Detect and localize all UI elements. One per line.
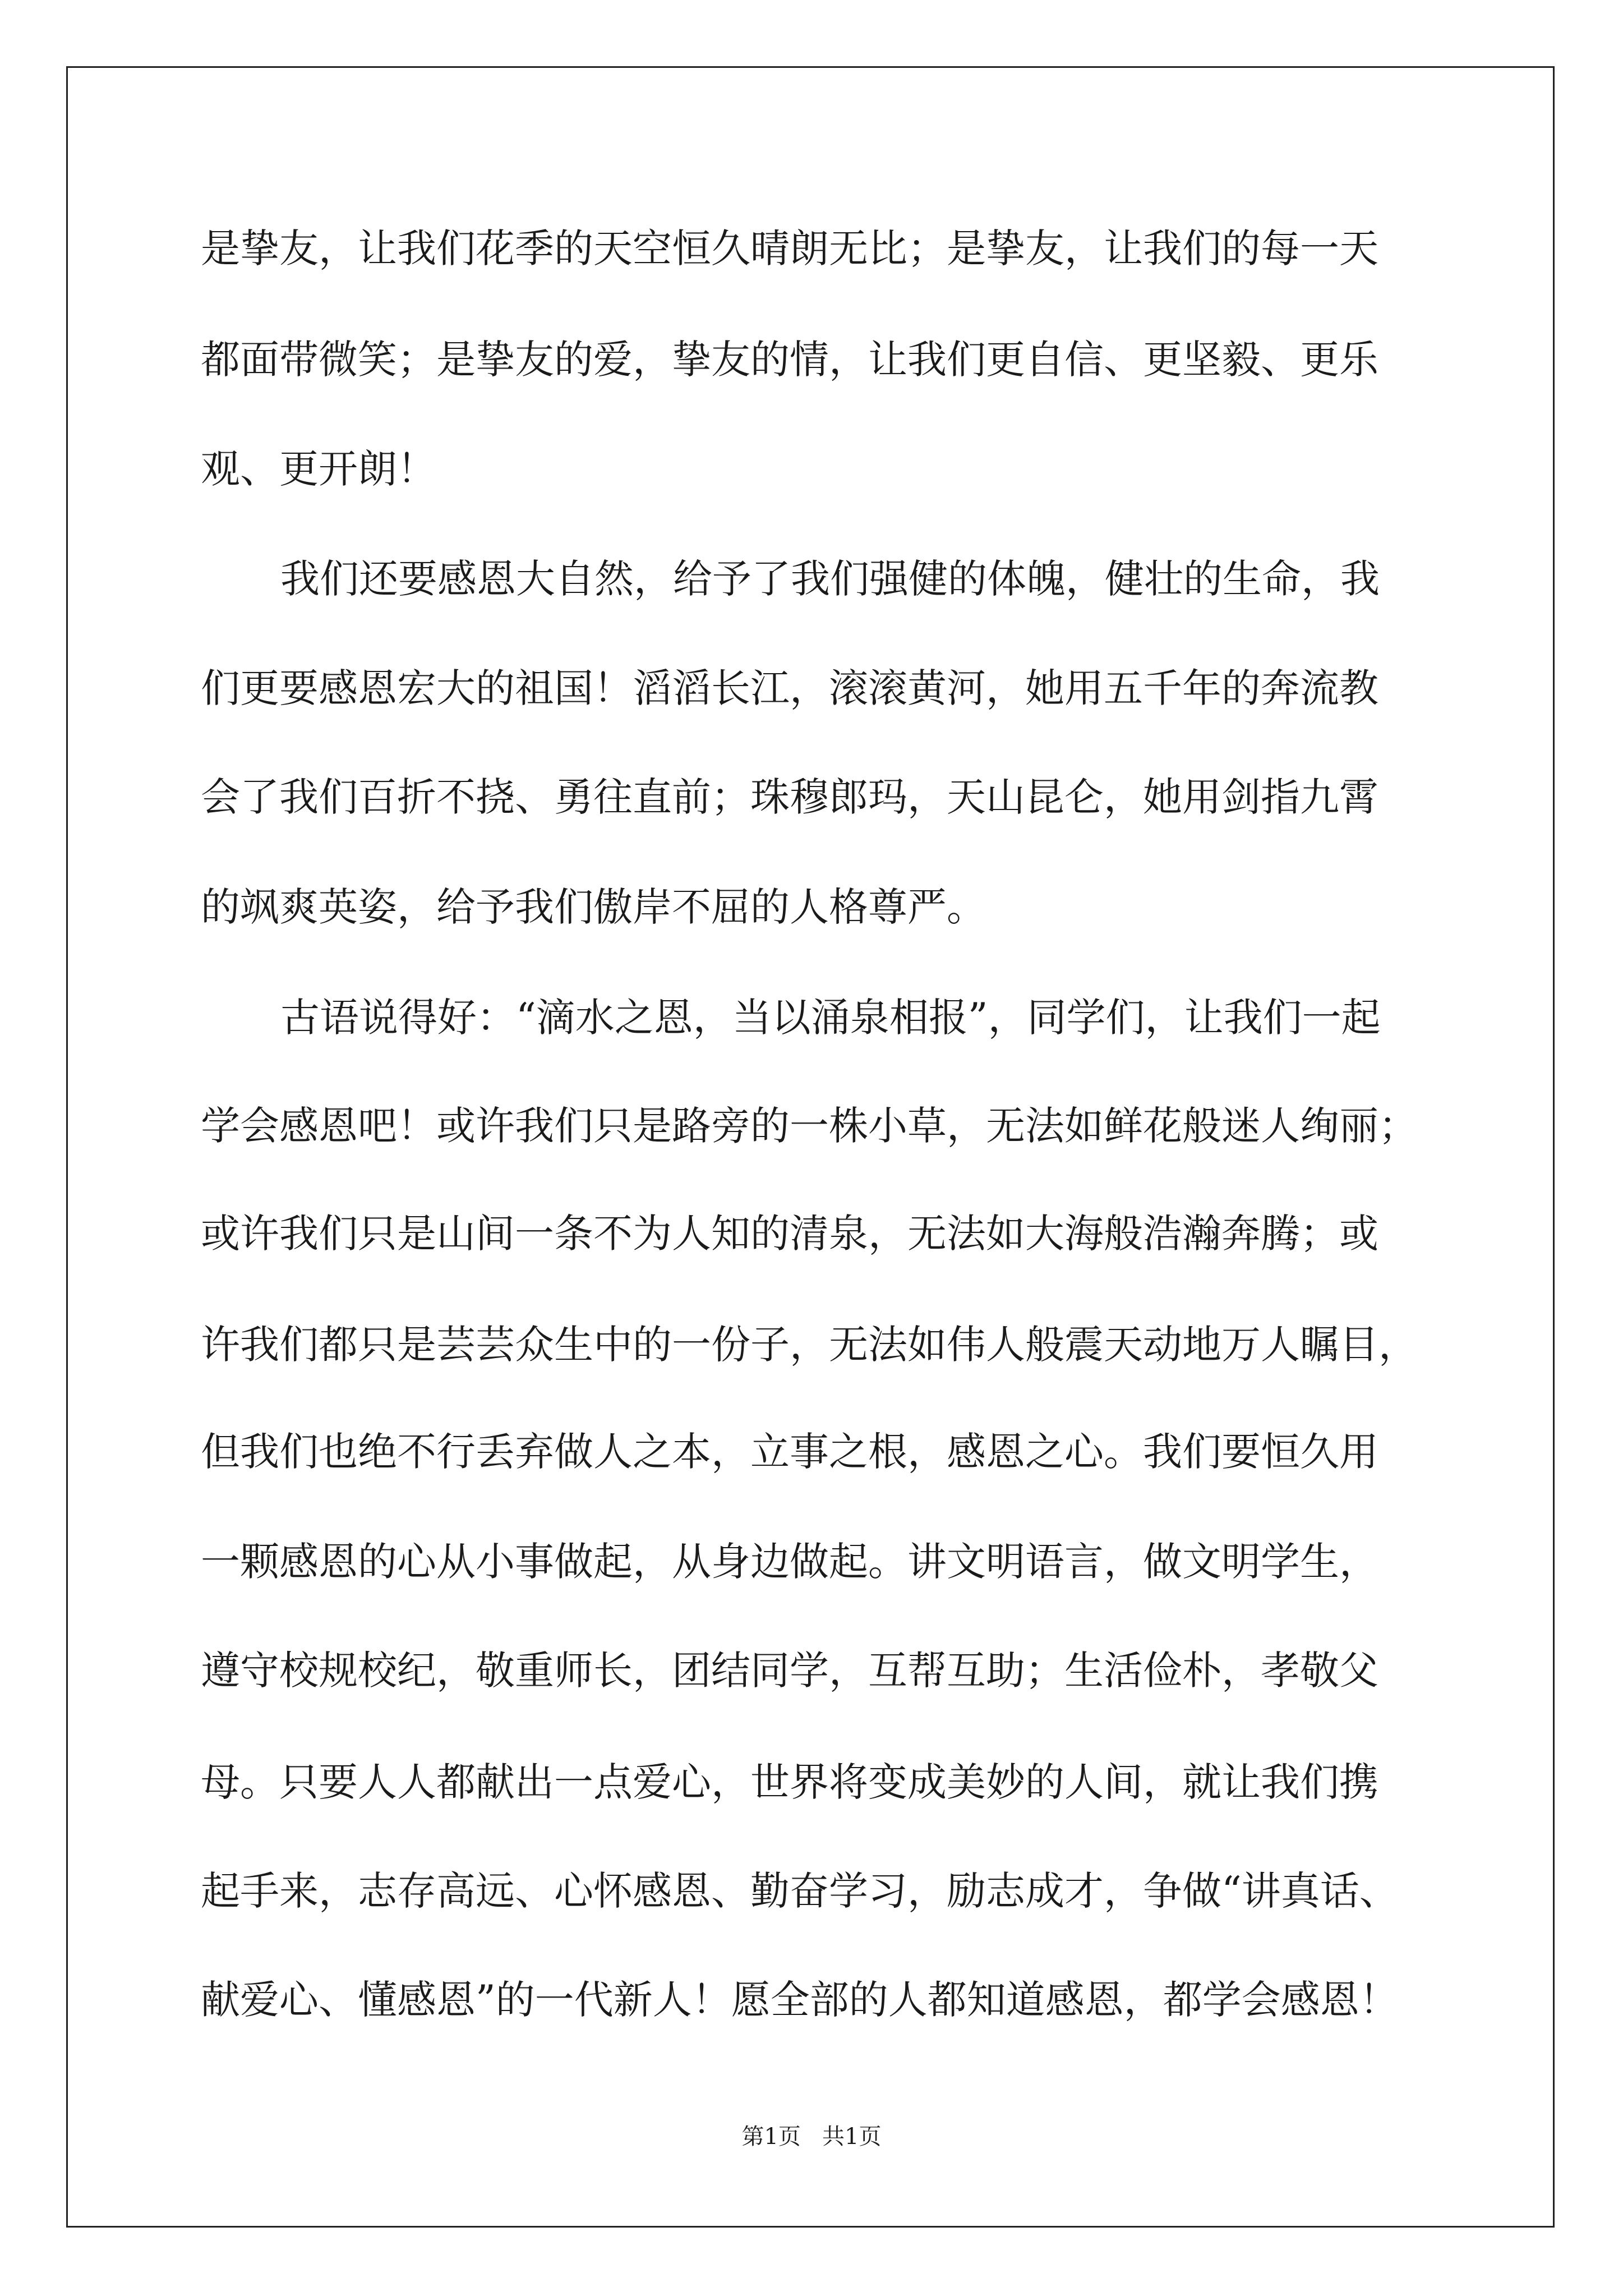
text-line: 但我们也绝不行丢弃做人之本，立事之根，感恩之心。我们要恒久用 xyxy=(201,1429,1378,1475)
text-line: 的飒爽英姿，给予我们傲岸不屈的人格尊严。 xyxy=(201,884,986,930)
text-line: 起手来，志存高远、心怀感恩、勤奋学习，励志成才，争做“讲真话、 xyxy=(201,1868,1399,1914)
text-line: 是挚友，让我们花季的天空恒久晴朗无比；是挚友，让我们的每一天 xyxy=(201,226,1378,272)
text-line: 许我们都只是芸芸众生中的一份子，无法如伟人般震天动地万人瞩目， xyxy=(201,1322,1418,1368)
text-line: 们更要感恩宏大的祖国！滔滔长江，滚滚黄河，她用五千年的奔流教 xyxy=(201,665,1378,711)
text-line: 学会感恩吧！或许我们只是路旁的一株小草，无法如鲜花般迷人绚丽； xyxy=(201,1103,1418,1149)
text-line: 母。只要人人都献出一点爱心，世界将变成美妙的人间，就让我们携 xyxy=(201,1759,1378,1805)
text-line: 一颗感恩的心从小事做起，从身边做起。讲文明语言，做文明学生， xyxy=(201,1539,1378,1585)
text-line: 都面带微笑；是挚友的爱，挚友的情，让我们更自信、更坚毅、更乐 xyxy=(201,337,1378,383)
text-line: 或许我们只是山间一条不为人知的清泉，无法如大海般浩瀚奔腾；或 xyxy=(201,1211,1378,1257)
text-line: 献爱心、懂感恩”的一代新人！愿全部的人都知道感恩，都学会感恩！ xyxy=(201,1977,1399,2023)
text-line: 会了我们百折不挠、勇往直前；珠穆郎玛，天山昆仑，她用剑指九霄 xyxy=(201,774,1378,820)
page-number: 第1页 共1页 xyxy=(741,2124,882,2150)
text-line: 观、更开朗！ xyxy=(201,446,436,492)
text-line: 古语说得好：“滴水之恩，当以涌泉相报”，同学们，让我们一起 xyxy=(280,995,1381,1041)
text-line: 我们还要感恩大自然，给予了我们强健的体魄，健壮的生命，我 xyxy=(280,556,1380,602)
text-line: 遵守校规校纪，敬重师长，团结同学，互帮互助；生活俭朴，孝敬父 xyxy=(201,1648,1378,1694)
